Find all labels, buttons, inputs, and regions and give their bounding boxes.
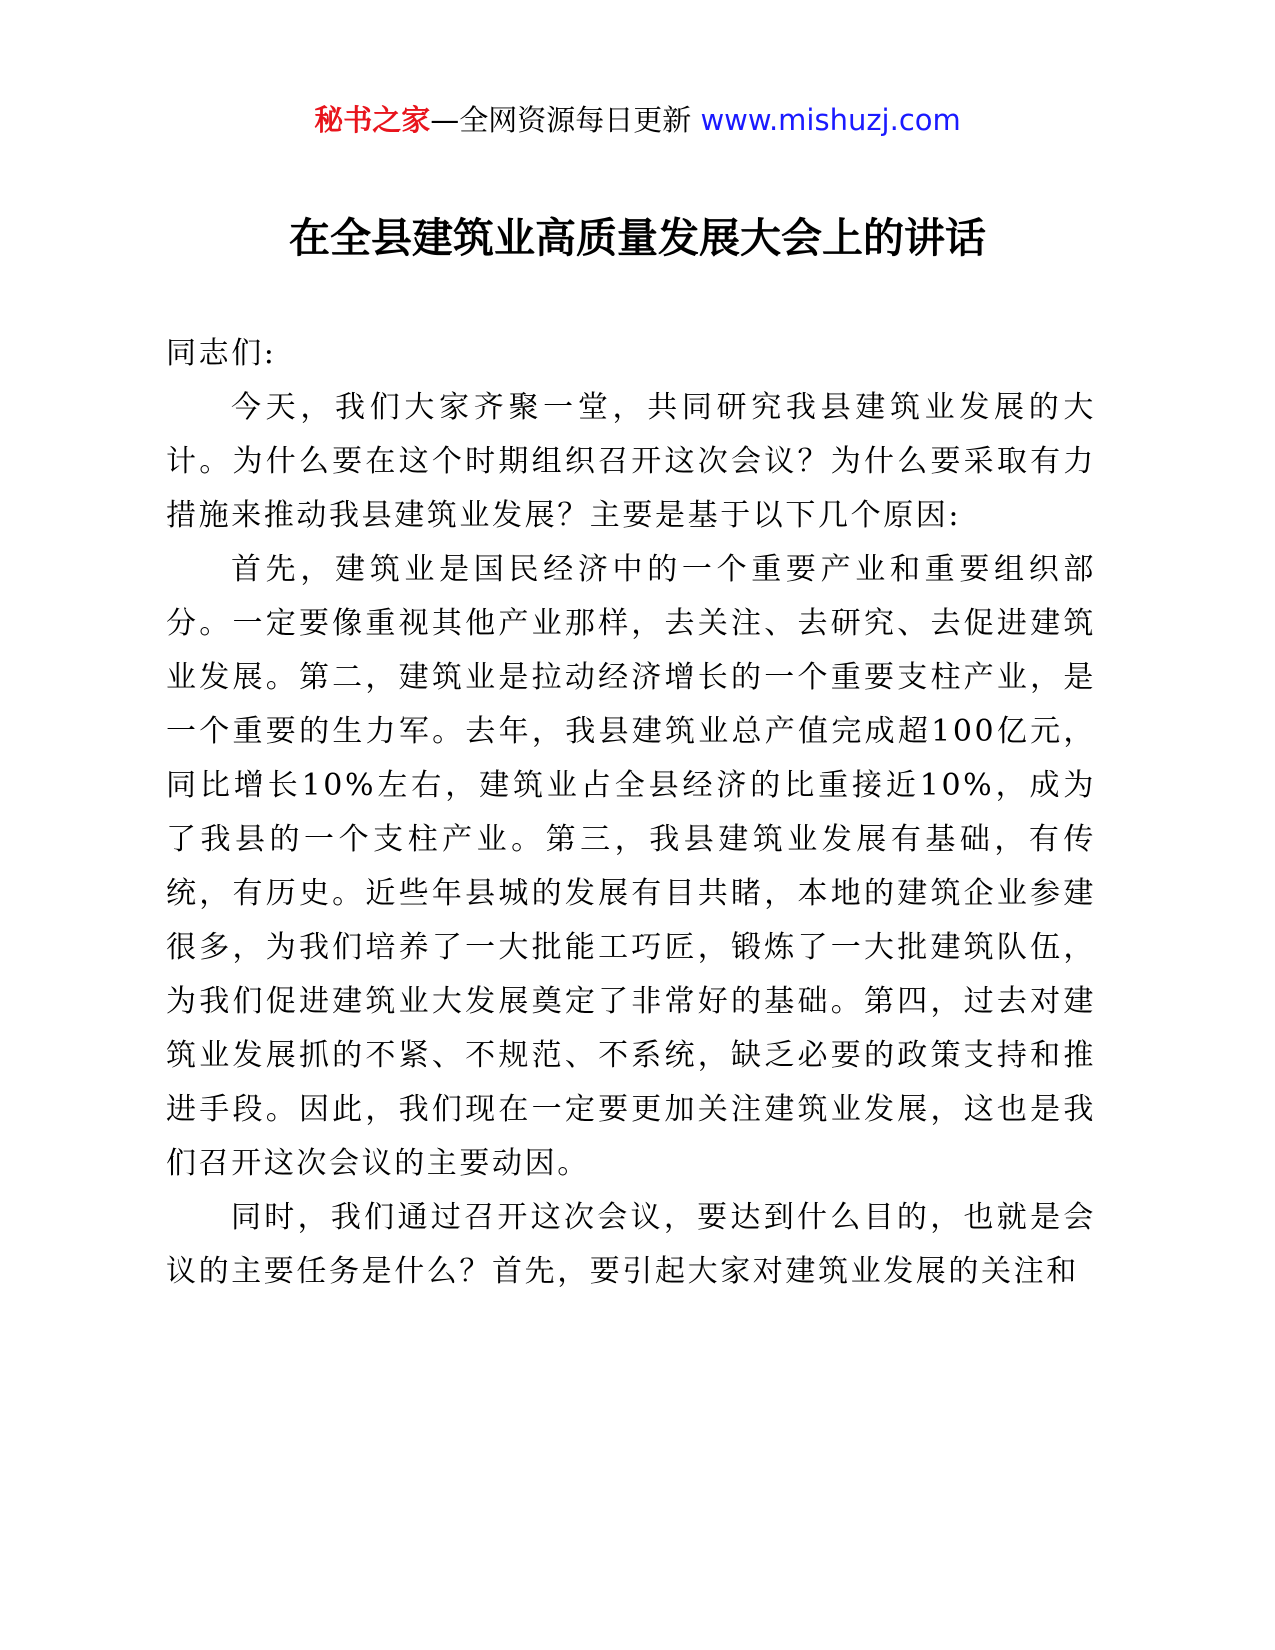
document-body: [166, 327, 1096, 1299]
paragraph-2: 首先，建筑业是国民经济中的一个重要产业和重要组织部分。一定要像重视其他产业那样，去关注、去研究、去促进建筑业发展。第二，建筑业是拉动经济增长的一个重要支柱产业，是一个重要的生力军。去年，我县建筑业总产值完成超100亿元，同比增长10%左右，建筑业占全县经济的比重接近10%，成为了我县的一个支柱产业。第三，我县建筑业发展有基础，有传统，有历史。近些年县城的发展有目共睹，本地的建筑企业参建很多，为我们培养了一大批能工巧匠，锻炼了一大批建筑队伍，为我们促进建筑业大发展奠定了非常好的基础。第四，过去对建筑业发展抓的不紧、不规范、不系统，缺乏必要的政策支持和推进手段。因此，我们现在一定要更加关注建筑业发展，这也是我们召开这次会议的主要动因。: [166, 552, 1096, 1181]
document-title: 在全县建筑业高质量发展大会上的讲话: [289, 214, 986, 262]
brand-name: 秘书之家: [314, 103, 431, 137]
site-header-banner: [0, 100, 1275, 140]
paragraph-1: 今天，我们大家齐聚一堂，共同研究我县建筑业发展的大计。为什么要在这个时期组织召开这次会议？为什么要采取有力措施来推动我县建筑业发展？主要是基于以下几个原因:: [166, 390, 1096, 533]
salutation: 同志们:: [166, 336, 277, 371]
header-tagline: —全网资源每日更新: [430, 103, 692, 137]
site-url-link[interactable]: www.mishuzj.com: [700, 103, 961, 137]
paragraph-3: 同时，我们通过召开这次会议，要达到什么目的，也就是会议的主要任务是什么？首先，要引起大家对建筑业发展的关注和: [166, 1200, 1096, 1289]
